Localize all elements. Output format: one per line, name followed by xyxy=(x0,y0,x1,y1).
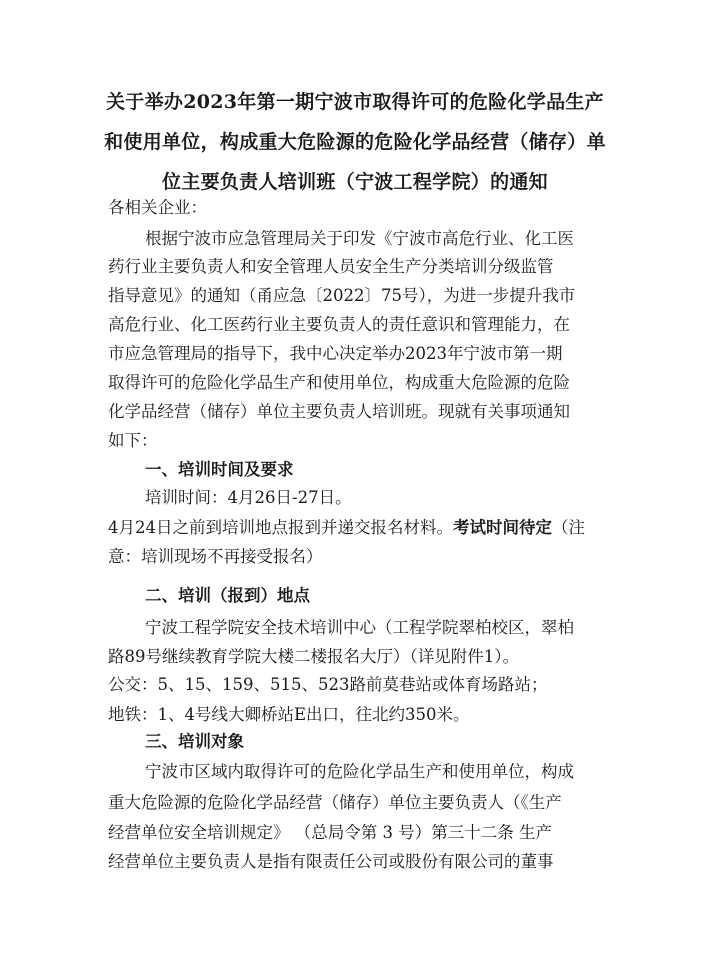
section-heading-location: 二、培训（报到）地点 xyxy=(145,586,310,605)
location-line: 宁波工程学院安全技术培训中心（工程学院翠柏校区，翠柏 xyxy=(145,618,574,637)
intro-line: 如下： xyxy=(108,431,158,450)
note-open: （注 xyxy=(552,518,585,537)
target-line: 经营单位主要负责人是指有限责任公司或股份有限公司的董事 xyxy=(108,852,554,871)
exam-time-pending: 考试时间待定 xyxy=(453,518,552,537)
salutation: 各相关企业： xyxy=(108,198,207,217)
location-line: 路89号继续教育学院大楼二楼报名大厅）（详见附件1）。 xyxy=(108,647,519,666)
section-heading-time: 一、培训时间及要求 xyxy=(145,460,294,479)
intro-line: 取得许可的危险化学品生产和使用单位，构成重大危险源的危险 xyxy=(108,373,570,392)
training-time: 培训时间：4月26日-27日。 xyxy=(145,488,352,507)
document-title: 关于举办2023年第一期宁波市取得许可的危险化学品生产和使用单位，构成重大危险源的危险化学品经营（储存）单位主要负责人培训班（宁波工程学院）的通知 xyxy=(104,91,606,193)
note-line: 意：培训现场不再接受报名） xyxy=(108,547,323,566)
target-line: 经营单位安全培训规定》 （总局令第 3 号）第三十二条 生产 xyxy=(108,823,552,842)
intro-line: 化学品经营（储存）单位主要负责人培训班。现就有关事项通知 xyxy=(108,402,570,421)
target-line: 重大危险源的危险化学品经营（储存）单位主要负责人（《生产 xyxy=(108,793,562,812)
intro-line: 根据宁波市应急管理局关于印发《宁波市高危行业、化工医 xyxy=(145,229,574,248)
metro-line: 地铁：1、4号线大卿桥站E出口，往北约350米。 xyxy=(108,705,470,724)
intro-line: 指导意见》的通知（甬应急〔2022〕75号），为进一步提升我市 xyxy=(108,286,576,305)
intro-line: 市应急管理局的指导下，我中心决定举办2023年宁波市第一期 xyxy=(108,344,563,363)
bus-line: 公交：5、15、159、515、523路前莫巷站或体育场路站； xyxy=(108,675,548,694)
section-heading-target: 三、培训对象 xyxy=(145,732,244,751)
report-line xyxy=(108,516,585,540)
intro-line: 药行业主要负责人和安全管理人员安全生产分类培训分级监管 xyxy=(108,257,554,276)
target-line: 宁波市区域内取得许可的危险化学品生产和使用单位，构成 xyxy=(145,762,574,781)
report-deadline: 4月24日之前到培训地点报到并递交报名材料。 xyxy=(108,518,453,537)
intro-line: 高危行业、化工医药行业主要负责人的责任意识和管理能力，在 xyxy=(108,315,570,334)
